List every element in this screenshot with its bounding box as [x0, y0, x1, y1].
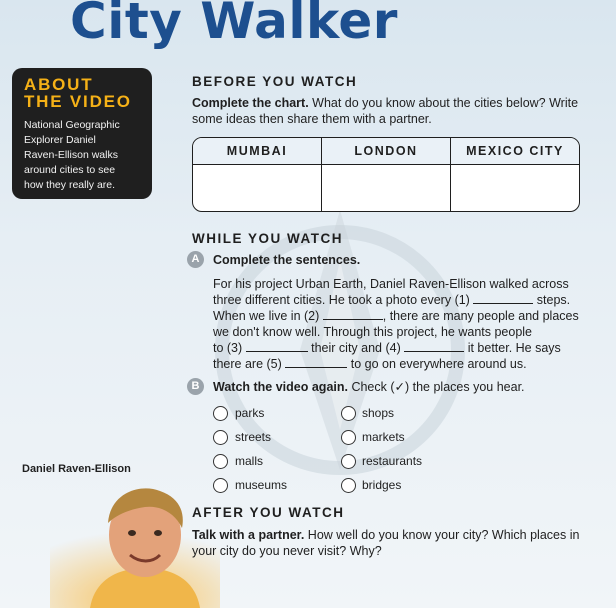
exercise-a-text: [213, 276, 608, 372]
chart-cell-mexico-city[interactable]: [451, 165, 579, 212]
chart-body: [193, 165, 579, 212]
option-label: parks: [235, 406, 265, 420]
blank-1[interactable]: [473, 292, 533, 304]
sentence-text: three different cities. He took a photo every (1): [213, 293, 474, 307]
cities-chart: [192, 137, 580, 212]
checkbox-bridges[interactable]: [341, 478, 356, 493]
option-label: shops: [362, 406, 395, 420]
blank-5[interactable]: [285, 356, 347, 368]
sentence-text: to go on everywhere around us.: [347, 357, 527, 371]
before-instruction: [192, 95, 602, 127]
option-label: museums: [235, 478, 288, 492]
before-instruction-text2: some ideas then share them with a partner.: [192, 112, 432, 126]
after-instruction-text: How well do you know your city? Which places in: [304, 528, 580, 542]
chart-col-header: MUMBAI: [193, 138, 322, 164]
about-heading-line1: ABOUT: [24, 75, 94, 94]
option-label: malls: [235, 454, 264, 468]
photo-caption: Daniel Raven-Ellison: [22, 463, 131, 475]
while-you-watch-heading: WHILE YOU WATCH: [192, 231, 343, 246]
chart-col-header: LONDON: [322, 138, 451, 164]
about-line: National Geographic: [24, 119, 120, 131]
chart-cell-london[interactable]: [322, 165, 451, 212]
sentence-text: steps.: [533, 293, 571, 307]
option-label: restaurants: [362, 454, 423, 468]
after-instruction-bold: Talk with a partner.: [192, 528, 305, 542]
exercise-b-label-bold: Watch the video again.: [213, 380, 348, 394]
chart-header: [193, 138, 579, 165]
sentence-text: , there are many people and places: [382, 309, 579, 323]
exercise-b-label: [213, 379, 525, 395]
exercise-b-badge: B: [187, 378, 204, 395]
sentence-text: When we live in (2): [213, 309, 323, 323]
checkbox-malls[interactable]: [213, 454, 228, 469]
about-heading-line2: THE VIDEO: [24, 92, 132, 111]
checkbox-markets[interactable]: [341, 430, 356, 445]
option-label: markets: [362, 430, 405, 444]
about-line: how they really are.: [24, 179, 116, 191]
about-text: [24, 118, 148, 193]
chart-cell-mumbai[interactable]: [193, 165, 322, 212]
after-instruction-text2: your city do you never visit? Why?: [192, 544, 382, 558]
sentence-line: we don't know well. Through this project, he wants people: [213, 325, 533, 339]
option-label: bridges: [362, 478, 402, 492]
about-line: Raven-Ellison walks: [24, 149, 118, 161]
about-line: Explorer Daniel: [24, 134, 96, 146]
about-heading: [24, 76, 132, 110]
before-you-watch-heading: BEFORE YOU WATCH: [192, 74, 358, 89]
blank-3[interactable]: [246, 340, 308, 352]
before-instruction-bold: Complete the chart.: [192, 96, 309, 110]
sentence-text: their city and (4): [307, 341, 405, 355]
sentence-text: there are (5): [213, 357, 286, 371]
exercise-b-label-text: Check (✓) the places you hear.: [347, 380, 525, 394]
chart-col-header: MEXICO CITY: [466, 144, 564, 158]
page-title: City Walker: [70, 0, 398, 50]
exercise-a-badge: A: [187, 251, 204, 268]
about-line: around cities to see: [24, 164, 116, 176]
checkbox-streets[interactable]: [213, 430, 228, 445]
checkbox-shops[interactable]: [341, 406, 356, 421]
after-instruction: [192, 527, 602, 559]
before-instruction-text: What do you know about the cities below? Write: [308, 96, 579, 110]
blank-4[interactable]: [404, 340, 464, 352]
sentence-line: For his project Urban Earth, Daniel Raven-Ellison walked across: [213, 277, 569, 291]
checkbox-restaurants[interactable]: [341, 454, 356, 469]
after-you-watch-heading: AFTER YOU WATCH: [192, 505, 345, 520]
checkbox-parks[interactable]: [213, 406, 228, 421]
blank-2[interactable]: [323, 308, 383, 320]
exercise-a-label: Complete the sentences.: [213, 253, 361, 267]
about-the-video-box: [12, 68, 152, 199]
option-label: streets: [235, 430, 272, 444]
sentence-text: it better. He says: [464, 341, 561, 355]
sentence-text: to (3): [213, 341, 246, 355]
